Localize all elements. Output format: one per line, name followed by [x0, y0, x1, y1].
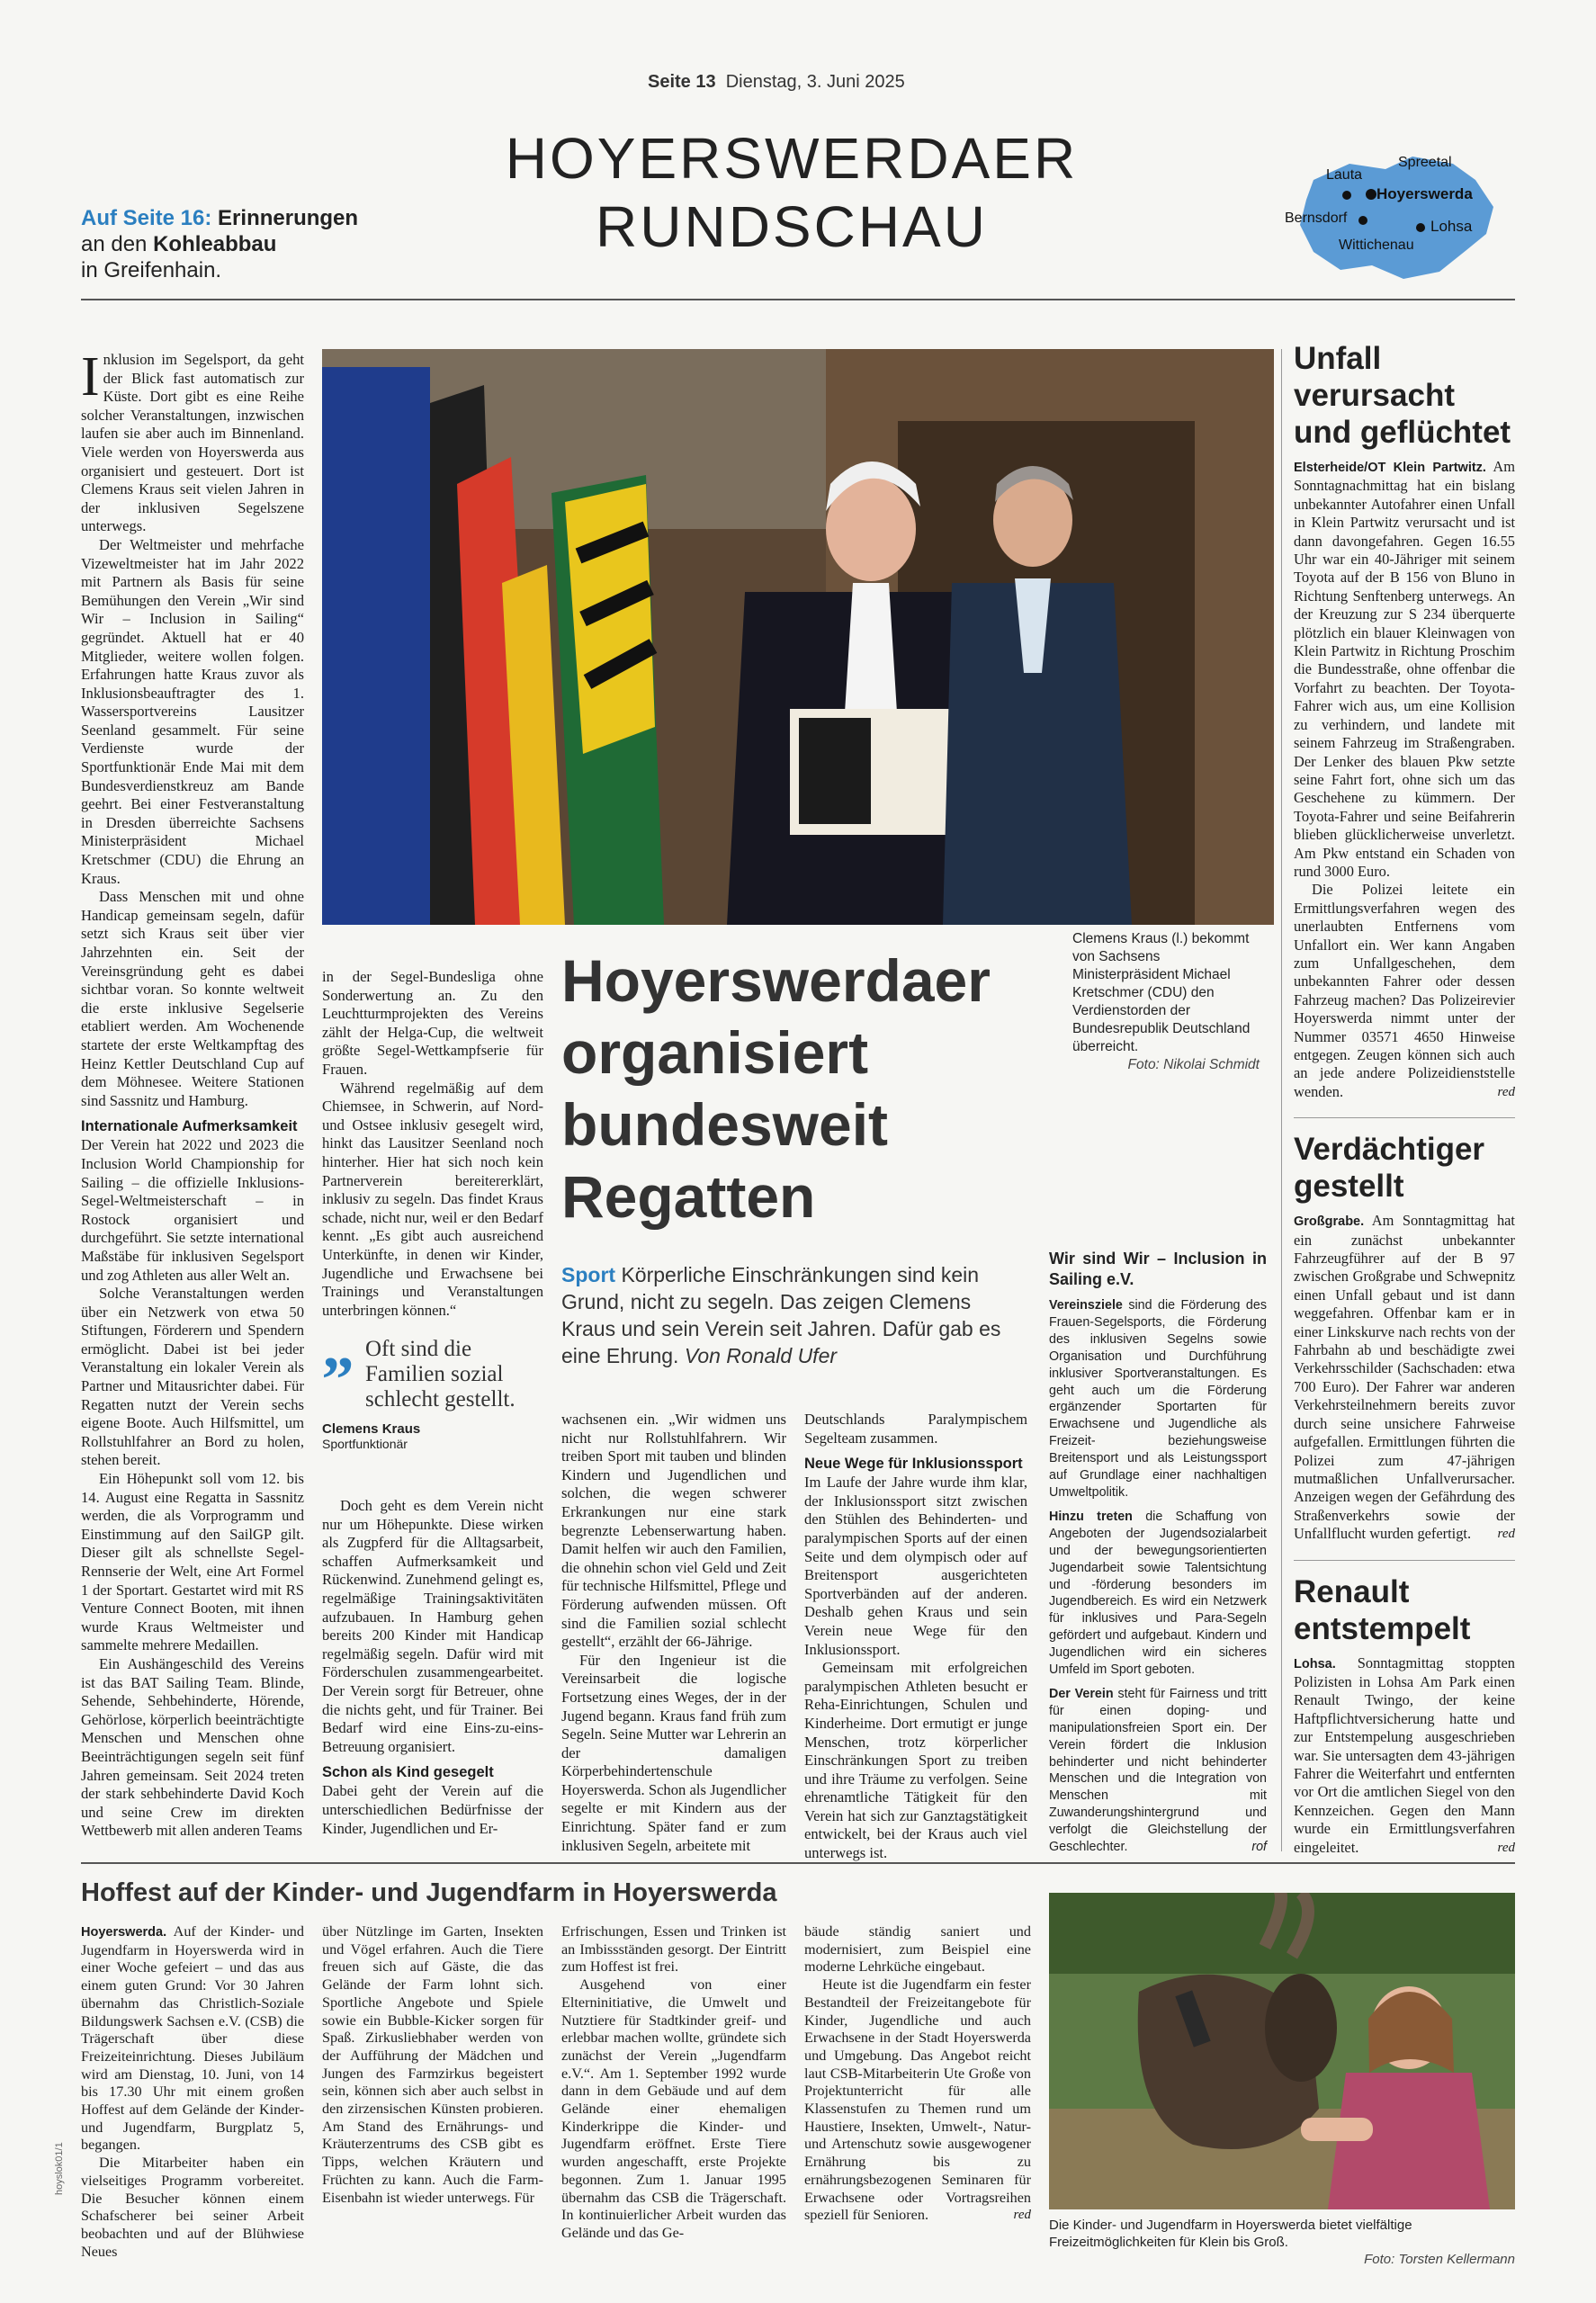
byline: Von Ronald Ufer — [684, 1344, 838, 1367]
pull-quote-author: Clemens Kraus — [322, 1421, 421, 1437]
sidebar-article-2-body — [1294, 1212, 1515, 1543]
page-number: Seite 13 — [648, 72, 716, 92]
infobox-lead: Der Verein — [1049, 1686, 1114, 1701]
bottom-col-2 — [322, 1923, 543, 2207]
title-line: und geflüchtet — [1294, 415, 1511, 450]
main-col-2 — [322, 968, 543, 1320]
lead-text: nklusion im Segelsport, da geht der Blick fast automatisch zur Küste. Dort gibt es eine Reihe solcher Veranstaltungen, inzwischen laufen sie aber auch im Binnenland. Viele werden von Hoyerswerda aus organisiert und gesteuert. Dort ist Clemens Kraus seit vielen Jahren in der inklusiven Segelszene unterwegs. — [81, 351, 304, 535]
main-photo — [322, 349, 1274, 925]
main-headline — [561, 945, 1065, 1232]
bottom-col-4 — [804, 1923, 1031, 2225]
sidebar-article-3-title — [1294, 1573, 1515, 1647]
map-dot-lauta — [1342, 191, 1351, 200]
photo-illustration — [322, 349, 1274, 925]
sidebar-divider — [1294, 1560, 1515, 1561]
main-col-3 — [561, 1411, 786, 1855]
region-map — [1287, 144, 1502, 288]
paragraph: Doch geht es dem Verein nicht nur um Höhepunkte. Diese wirken als Zugpferd für die Alltagsarbeit, schaffen Aufmerksamkeit und Rückenwind. Zunehmend gelingt es, regelmäßige Trainingsaktivitäten aufzubauen. In Hamburg gehen bereits 200 Kinder mit Handicap regelmäßig segeln. Dafür wird mit Förderschulen zusammengearbeitet. Der Verein sorgt für Betreuer, ohne die nichts geht, und für Trainer. Bei Bedarf wird eine Eins-zu-eins-Betreuung organisiert. — [322, 1497, 543, 1755]
dateline: Lohsa. — [1294, 1656, 1336, 1671]
title-line: Renault — [1294, 1573, 1410, 1609]
subheading-kind: Schon als Kind gesegelt — [322, 1764, 494, 1781]
infobox-text: die Schaffung von Angeboten der Jugendsozialarbeit und der bewegungsorientierten Jugendarbeit sowie Talentsichtung und -förderung besonders im Jugendbereich. Es wird ein Netzwerk für inklusives und Para-Segeln gefördert und aufgebaut. Kindern und Jugendlichen wird ein sicheres Umfeld im Sport geboten. — [1049, 1509, 1267, 1678]
infobox-paragraph — [1049, 1297, 1267, 1501]
map-label-lauta: Lauta — [1326, 167, 1363, 183]
drop-cap: I — [81, 346, 100, 408]
paragraph: bäude ständig saniert und modernisiert, zum Beispiel eine moderne Lehrküche eingebaut. — [804, 1923, 1031, 1976]
masthead-line-1: HOYERSWERDAER — [505, 126, 1079, 191]
paragraph: wachsenen ein. „Wir widmen uns nicht nur Rollstuhlfahrern. Wir treiben Sport mit tauben und blinden Kindern und Jugendlichen und solchen, die wegen schwerer Erkrankungen nur eine stark begrenzte Lebenserwartung haben. Damit helfen wir auch den Familien, die ohnehin schon viel Geld und Zeit für technische Hilfsmittel, Pflege und Förderung aufwenden müssen. Oft sind die Familien sozial schlecht gestellt“, erzählt der 66-Jährige. — [561, 1411, 786, 1651]
paragraph: Gemeinsam mit erfolgreichen paralympischen Athleten besucht er Reha-Einrichtungen, Schulen und Kinderheime. Dort ermutigt er junge Menschen, trotz körperlicher Einschränkungen Sport zu treiben und ihre Träume zu verfolgen. Seine ehrenamtliche Tätigkeit für den Verein hat sich zur Ganztagstätigkeit entwickelt, bei der Kraus auch viel unterwegs ist. — [804, 1659, 1027, 1862]
sidebar — [1294, 340, 1515, 1857]
teaser-line-2-pre: an den — [81, 232, 154, 256]
headline-line: Regatten — [561, 1163, 816, 1230]
bottom-article-title: Hoffest auf der Kinder- und Jugendfarm in Hoyerswerda — [81, 1878, 777, 1907]
title-line: entstempelt — [1294, 1610, 1471, 1646]
map-dot-bernsdorf — [1358, 216, 1367, 225]
quote-mark-icon: „ — [322, 1310, 354, 1382]
article-dek — [561, 1261, 1029, 1369]
header-rule — [81, 299, 1515, 300]
main-col-1 — [81, 346, 304, 1841]
infobox-lead: Vereinsziele — [1049, 1298, 1123, 1313]
paragraph: Dabei geht der Verein auf die unterschiedlichen Bedürfnisse der Kinder, Jugendlichen und Er- — [322, 1782, 543, 1837]
lead-paragraph — [81, 346, 304, 536]
signature: red — [1497, 1084, 1515, 1099]
paragraph: Die Polizei leitete ein Ermittlungsverfahren wegen des unerlaubten Entfernens vom Unfallort ein. Wer kann Angaben zum Unfallgeschehen, dem unbekannten Fahrer oder dessen Fahrzeug machen? Das Polizeirevier Hoyerswerda nimmt unter der Nummer 03571 4650 Hinweise entgegen. Zeugen können sich auch an jede andere Polizeidienststelle wenden. — [1294, 881, 1515, 1100]
masthead — [405, 124, 1179, 261]
map-label-spreetal: Spreetal — [1398, 155, 1452, 170]
paragraph: Solche Veranstaltungen werden über ein Netzwerk von etwa 50 Stiftungen, Förderern und Spendern ermöglicht. Dabei ist bei jeder Veranstaltung ein lokaler Verein als Partner und Mitausrichter dabei. Für Regatten nutzt der Verein sechs eigene Boote. Auch Hilfsmittel, um Rollstuhlfahrer an Bord zu holen, stehen bereit. — [81, 1285, 304, 1469]
map-label-bernsdorf: Bernsdorf — [1285, 211, 1348, 226]
sidebar-divider — [1294, 1117, 1515, 1118]
paragraph: Im Laufe der Jahre wurde ihm klar, der Inklusionssport sitzt zwischen den Stühlen des Behinderten- und paralympischen Sports auf der einen Seite und dem olympisch oder auf Breitensport ausgerichteten Sportverbänden auf der anderen. Deshalb gehen Kraus und sein Verein neue Wege für den Inklusionssport. — [804, 1474, 1027, 1658]
dateline: Elsterheide/OT Klein Partwitz. — [1294, 461, 1486, 475]
dek-kicker: Sport — [561, 1263, 616, 1286]
farm-photo-illustration — [1049, 1893, 1515, 2209]
caption-credit: Foto: Torsten Kellermann — [1364, 2252, 1515, 2267]
map-dot-lohsa — [1416, 223, 1425, 232]
infobox — [1049, 1249, 1267, 1856]
paragraph: Auf der Kinder- und Jugendfarm in Hoyerswerda wird in einer Woche gefeiert – und das aus einem guten Grund: Vor 30 Jahren übernahm das Christlich-Soziale Bildungswerk Sachsen e.V. (CSB) die Trägerschaft über diese Freizeiteinrichtung. Dieses Jubiläum wird am Dienstag, 10. Juni, von 14 bis 17.30 Uhr mit einem großen Hoffest auf dem Gelände der Kinder- und Jugendfarm, Burgplatz 5, begangen. — [81, 1923, 304, 2154]
sidebar-article-1-body — [1294, 458, 1515, 1101]
map-dot-hoyerswerda — [1366, 189, 1376, 200]
caption-text: Clemens Kraus (l.) bekommt von Sachsens Ministerpräsident Michael Kretschmer (CDU) den Verdienstorden der Bundesrepublik Deutschland überreicht. — [1072, 931, 1251, 1054]
infobox-lead: Hinzu treten — [1049, 1509, 1133, 1524]
sidebar-rule — [1281, 349, 1282, 1851]
teaser-line-2-bold: Kohleabbau — [153, 232, 277, 256]
infobox-text: steht für Fairness und tritt für einen doping- und manipulationsfreien Sport ein. Der Verein fördert die Inklusion behinderter und nicht behinderter Menschen und die Integration von Menschen mit Zuwanderungshintergrund und verfolgt die Gleichstellung der Geschlechter. — [1049, 1686, 1267, 1855]
infobox-sig: rof — [1251, 1840, 1267, 1855]
paragraph: Ein Höhepunkt soll vom 12. bis 14. August eine Regatta in Sassnitz werden, die als Vorprogramm und Einstimmung auf den SailGP gilt. Dieser gilt als schnellste Segel-Rennserie der Welt, eine Art Formel 1 der Sportart. Gestartet wird mit RS Venture Connect Booten, mit ihnen wurde Kraus Weltmeister und sammelte mehrere Medaillen. — [81, 1470, 304, 1654]
infobox-paragraph — [1049, 1509, 1267, 1679]
teaser-line-1: Erinnerungen — [218, 206, 359, 230]
bottom-rule — [81, 1862, 1515, 1864]
page-date-line — [648, 72, 905, 93]
signature: red — [1497, 1527, 1515, 1542]
title-line: gestellt — [1294, 1169, 1404, 1205]
paragraph: in der Segel-Bundesliga ohne Sonderwertung an. Zu den Leuchtturmprojekten des Vereins zählt der Helga-Cup, die weltweit größte Segel-Wettkampfserie für Frauen. — [322, 968, 543, 1078]
paragraph: Deutschlands Paralympischem Segelteam zusammen. — [804, 1411, 1027, 1447]
title-line: Unfall — [1294, 341, 1382, 376]
dateline: Großgrabe. — [1294, 1214, 1365, 1230]
dek-text: Körperliche Einschränkungen sind kein Grund, nicht zu segeln. Das zeigen Clemens Kraus und sein Verein seit Jahren. Dafür gab es eine Ehrung. — [561, 1263, 1001, 1367]
farm-photo — [1049, 1893, 1515, 2209]
main-col-4 — [804, 1411, 1027, 1863]
bottom-col-1 — [81, 1923, 304, 2261]
subheading-international: Internationale Aufmerksamkeit — [81, 1118, 298, 1135]
farm-photo-caption — [1049, 2217, 1515, 2268]
dateline: Hoyerswerda. — [81, 1925, 167, 1940]
infobox-title: Wir sind Wir – Inclusion in Sailing e.V. — [1049, 1250, 1267, 1288]
main-col-2-lower — [322, 1497, 543, 1838]
map-label-lohsa: Lohsa — [1430, 218, 1473, 235]
infobox-text: sind die Förderung des Frauen-Segelsports, die Förderung des inklusiven Segelns sowie Organisation und Durchführung inklusiver Sportveranstaltungen. Es geht auch um die Förderung ergänzender Sportarten für Erwachsene und Jugendliche als Freizeit- beziehungsweise Breitensport und als Leistungssport auf Grundlage einer nachhaltigen Umweltpolitik. — [1049, 1298, 1267, 1500]
issue-date: Dienstag, 3. Juni 2025 — [725, 72, 905, 92]
title-line: Verdächtiger — [1294, 1132, 1485, 1168]
pull-quote-text: Oft sind die Familien sozial schlecht gestellt. — [365, 1337, 516, 1411]
paragraph: Ein Aushängeschild des Vereins ist das BAT Sailing Team. Blinde, Sehende, Sehbehinderte, Hörende, Gehörlose, körperlich beeinträchtigte Menschen und Menschen ohne Beeinträchtigungen segeln seit fünf Jahren gemeinsam. Seit 2024 treten der stark sehbehinderte David Koch und seine Crew im direkten Wettbewerb mit allen anderen Teams — [81, 1654, 304, 1840]
margin-code: hoyslok01/1 — [54, 2142, 65, 2195]
paragraph: Erfrischungen, Essen und Trinken ist an Imbissständen gesorgt. Der Eintritt zum Hoffest ist frei. — [561, 1923, 786, 1976]
masthead-line-2: RUNDSCHAU — [596, 194, 988, 259]
paragraph: Am Sonntagnachmittag hat ein bislang unbekannter Autofahrer einen Unfall in Klein Partwitz verursacht und ist dann davongefahren. Gegen 16.55 Uhr war ein 40-Jähriger mit seinem Toyota auf der B 156 von Bluno in Richtung Senftenberg unterwegs. An der Kreuzung zur S 234 überquerte plötzlich ein blauer Kleinwagen von Klein Partwitz in Richtung Proschim die Bundesstraße, ohne offenbar die Vorfahrt zu beachten. Der Toyota-Fahrer wich aus, um eine Kollision zu verhindern, und landete mit seinem Fahrzeug im Straßengraben. Der Lenker des blauen Pkw setzte seine Fahrt fort, ohne sich um das Geschehene zu kümmern. Der Toyota-Fahrer und seine Beifahrerin blieben glücklicherweise unverletzt. Am Pkw entstand ein Schaden von rund 3000 Euro. — [1294, 458, 1516, 880]
map-label-hoyerswerda: Hoyerswerda — [1376, 185, 1473, 202]
paragraph: Der Verein hat 2022 und 2023 die Inclusion World Championship for Sailing – die offizielle Inklusions-Segel-Weltmeisterschaft – in Rostock organisiert und durchgeführt. Sie setzte international Maßstäbe für inklusiven Segelsport und zog Athleten aus aller Welt an. — [81, 1136, 304, 1284]
map-label-wittichenau: Wittichenau — [1339, 237, 1414, 253]
bottom-col-3 — [561, 1923, 786, 2243]
headline-line: Hoyerswerdaer — [561, 947, 991, 1014]
caption-credit: Foto: Nikolai Schmidt — [1127, 1057, 1260, 1072]
infobox-paragraph — [1049, 1686, 1267, 1856]
signature: red — [1013, 2208, 1031, 2223]
paragraph: Der Weltmeister und mehrfache Vizeweltmeister hat im Jahr 2022 mit Partnern als Basis für seine Bemühungen den Verein „Wir sind Wir – Inclusion in Sailing“ gegründet. Aktuell hat er 40 Mitglieder, weitere wollen folgen. Erfahrungen hatte Kraus zuvor als Inklusionsbeauftragter des 1. Wassersportvereins Lausitzer Seenland gesammelt. Für seine Verdienste wurde der Sportfunktionär Ende Mai mit dem Bundesverdienstkreuz am Bande geehrt. Bei einer Festveranstaltung in Dresden überreichte Sachsens Ministerpräsident Michael Kretschmer (CDU) die Ehrung an Kraus. — [81, 535, 304, 887]
main-photo-caption — [1072, 930, 1260, 1074]
sidebar-article-3-body — [1294, 1654, 1515, 1857]
subheading-neue-wege: Neue Wege für Inklusionssport — [804, 1456, 1023, 1473]
signature: red — [1497, 1840, 1515, 1855]
cross-page-teaser[interactable] — [81, 205, 358, 283]
caption-text: Die Kinder- und Jugendfarm in Hoyerswerda bietet vielfältige Freizeitmöglichkeiten für Klein bis Groß. — [1049, 2218, 1412, 2250]
headline-line: organisiert — [561, 1019, 869, 1086]
paragraph: Am Sonntagmittag hat ein zunächst unbekannter Fahrzeugführer auf der B 97 zwischen Großgrabe und Schwepnitz einen Unfall gebaut und ist dann weggefahren. Offenbar kam er in einer Linkskurve nach rechts von der Fahrbahn ab und beschädigte zwei Verkehrsschilder (Sachschaden: etwa 700 Euro). Der Fahrer war anderen Verkehrsteilnehmern bereits zuvor durch seine unsichere Fahrweise aufgefallen. Ermittlungen führten die Polizei zum 47-jährigen mutmaßlichen Unfallverursacher. Anzeigen wegen der Gefährdung des Straßenverkehrs sowie der Unfallflucht wurden gefertigt. — [1294, 1212, 1515, 1543]
paragraph: Dass Menschen mit und ohne Handicap gemeinsam segeln, dafür setzt sich Kraus seit über vier Jahrzehnten ein. Seit der Vereinsgründung geht es dabei sichtbar voran. So konnte weltweit die erste inklusive Segelserie etabliert werden. Am Wochenende startete der erste Weltkampftag des Heinz Kettler Deutschland Cup auf dem Möhnesee. Weitere Stationen sind Sassnitz und Hamburg. — [81, 888, 304, 1109]
paragraph: Heute ist die Jugendfarm ein fester Bestandteil der Freizeitangebote für Kinder, Jugendliche und auch Erwachsene in der Stadt Hoyerswerda und Umgebung. Das Angebot reicht laut CSB-Mitarbeiterin Ute Große von Projektunterricht für alle Klassenstufen zu Themen rund um Haustiere, Insekten, Umwelt-, Natur- und Artenschutz sowie ausgewogener Ernährung bis zu ernährungsbezogenen Seminaren für Erwachsene oder Vortragsreihen speziell für Senioren. — [804, 1976, 1031, 2224]
sidebar-article-2-title — [1294, 1131, 1515, 1205]
paragraph: Die Mitarbeiter haben ein vielseitiges Programm vorbereitet. Die Besucher können einem Schafscherer bei seiner Arbeit beobachten und auf der Blühwiese Neues — [81, 2155, 304, 2260]
teaser-page-ref: Auf Seite 16: — [81, 206, 212, 230]
teaser-line-3: in Greifenhain. — [81, 258, 222, 282]
paragraph: Ausgehend von einer Elterninitiative, die Umwelt und Nutztiere für Stadtkinder greif- und erlebbar machen wollte, gründete sich zunächst der Verein „Jugendfarm e.V.“. Am 1. September 1992 wurde dann in dem Gebäude und auf dem Gelände einer ehemaligen Kinderkrippe die Kinder- und Jugendfarm eröffnet. Erste Tiere wurden angeschafft, erste Projekte begonnen. Zum 1. Januar 1995 übernahm das CSB die Trägerschaft. In kontinuierlicher Arbeit wurden das Gelände und das Ge- — [561, 1976, 786, 2241]
headline-line: bundesweit — [561, 1091, 889, 1158]
title-line: verursacht — [1294, 378, 1455, 413]
paragraph: über Nützlinge im Garten, Insekten und Vögel erfahren. Auch die Tiere freuen sich auf Gäste, die das Gelände der Farm lohnt sich. Sportliche Angebote und Spiele sowie ein Bubble-Kicker sorgen für Spaß. Zirkusliebhaber werden von der Aufführung der Mädchen und Jungen des Farmzirkus begeistert sein, können sich aber auch selbst in den zirzensischen Künsten probieren. Am Stand des Ernährungs- und Kräuterzentrums des CSB gibt es Tipps, welchen Kräutern und Früchten zu kann. Auch die Farm-Eisenbahn ist wieder unterwegs. Für — [322, 1923, 543, 2206]
paragraph: Für den Ingenieur ist die Vereinsarbeit die logische Fortsetzung eines Weges, der in der Jugend begann. Kraus fand früh zum Segeln. Seine Mutter war Lehrerin an der damaligen Körperbehindertenschule Hoyerswerda. Schon als Jugendlicher segelte er mit Kindern aus der Einrichtung. Später fand er zum inklusiven Segeln, arbeitete mit — [561, 1651, 786, 1854]
pull-quote — [322, 1310, 543, 1451]
pull-quote-role: Sportfunktionär — [322, 1437, 408, 1451]
paragraph: Sonntagmittag stoppten Polizisten in Lohsa Am Park einen Renault Twingo, der keine Haftpflichtversicherung hatte und zur Entstempelung ausgeschrieben war. Sie untersagten dem 43-jährigen Fahrer die Weiterfahrt und entfernten vor Ort die amtlichen Siegel von den Kennzeichen. Gegen den Mann wurde ein Ermittlungsverfahren eingeleitet. — [1294, 1653, 1515, 1856]
sidebar-article-1-title — [1294, 340, 1515, 451]
paragraph: Während regelmäßig auf dem Chiemsee, in Schwerin, auf Nord- und Ostsee inklusiv gesegelt wird, hinkt das Lausitzer Seenland noch hinterher. Hier hat sich noch kein Partnerverein bereitererklärt, inklusiv zu segeln. Das findet Kraus schade, nicht nur, weil er den Bedarf kennt. „Es gibt auch ausreichend Unterkünfte, in denen wir Kinder, Jugendliche und Erwachsene bei Trainings und Veranstaltungen unterbringen können.“ — [322, 1079, 543, 1319]
